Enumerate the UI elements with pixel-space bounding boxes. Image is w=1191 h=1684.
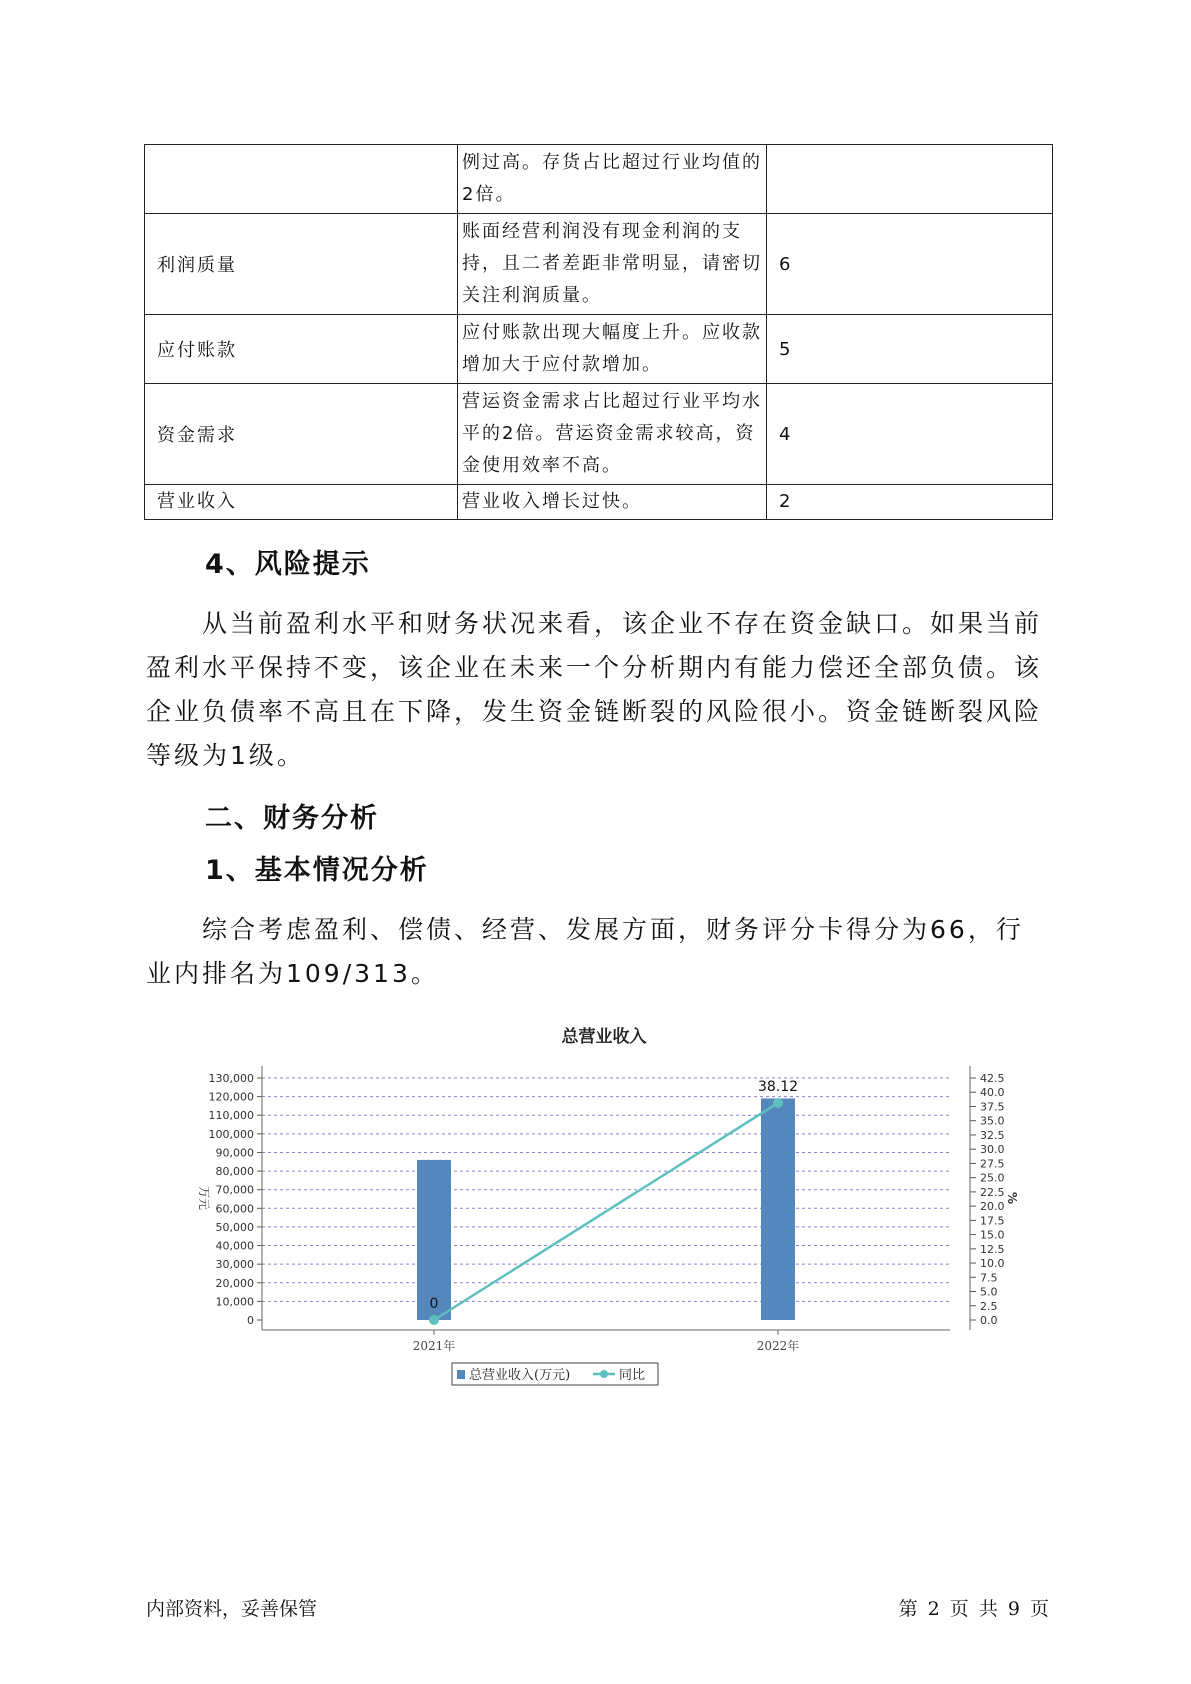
table-cell-item: 利润质量	[145, 214, 458, 315]
table-row	[145, 214, 1053, 315]
y2-axis-label: %	[1005, 1191, 1019, 1205]
y-tick-label: 30,000	[215, 1258, 254, 1272]
revenue-chart	[170, 1018, 1030, 1478]
table-row	[145, 384, 1053, 485]
table-cell-score	[767, 145, 1053, 214]
y-tick-label: 100,000	[208, 1127, 254, 1141]
y-tick-label: 90,000	[215, 1146, 254, 1160]
y2-tick-label: 17.5	[980, 1214, 1005, 1228]
table-row	[145, 145, 1053, 214]
revenue-bar	[761, 1098, 795, 1320]
y-tick-label: 120,000	[208, 1090, 254, 1104]
table-cell-item: 资金需求	[145, 384, 458, 485]
risk-table	[144, 144, 1053, 520]
y2-tick-label: 37.5	[980, 1100, 1005, 1114]
y2-tick-label: 40.0	[980, 1086, 1005, 1100]
table-cell-score: 5	[767, 315, 1053, 384]
y2-tick-label: 7.5	[980, 1271, 998, 1285]
table-cell-score: 4	[767, 384, 1053, 485]
table-row	[145, 315, 1053, 384]
y-tick-label: 80,000	[215, 1165, 254, 1179]
table-cell-desc: 账面经营利润没有现金利润的支持，且二者差距非常明显，请密切关注利润质量。	[458, 214, 767, 315]
section-heading-finance: 二、财务分析	[205, 803, 379, 834]
y2-tick-label: 25.0	[980, 1171, 1005, 1185]
x-tick-label: 2022年	[756, 1339, 800, 1353]
y2-tick-label: 27.5	[980, 1157, 1005, 1171]
table-cell-desc: 应付账款出现大幅度上升。应收款增加大于应付款增加。	[458, 315, 767, 384]
footer-note: 内部资料，妥善保管	[146, 1598, 318, 1620]
page-number: 第 2 页 共 9 页	[898, 1598, 1051, 1620]
y2-tick-label: 2.5	[980, 1299, 998, 1313]
table-cell-score: 6	[767, 214, 1053, 315]
risk-paragraph: 从当前盈利水平和财务状况来看，该企业不存在资金缺口。如果当前盈利水平保持不变，该企业在未来一个分析期内有能力偿还全部负债。该企业负债率不高且在下降，发生资金链断裂的风险很小。资金链断裂风险等级为1级。	[146, 609, 1043, 770]
y2-tick-label: 30.0	[980, 1143, 1005, 1157]
revenue-chart-svg	[170, 1018, 1030, 1478]
table-cell-item	[145, 145, 458, 214]
table-cell-score: 2	[767, 485, 1053, 520]
table-cell-item: 营业收入	[145, 485, 458, 520]
y-axis-label: 万元	[197, 1185, 211, 1211]
y-tick-label: 50,000	[215, 1220, 254, 1234]
y2-tick-label: 35.0	[980, 1114, 1005, 1128]
y-tick-label: 40,000	[215, 1239, 254, 1253]
y2-tick-label: 10.0	[980, 1257, 1005, 1271]
y2-tick-label: 22.5	[980, 1185, 1005, 1199]
y-tick-label: 0	[247, 1314, 254, 1327]
table-row	[145, 485, 1053, 520]
table-cell-desc: 例过高。存货占比超过行业均值的2倍。	[458, 145, 767, 214]
yoy-point	[773, 1098, 783, 1108]
y-tick-label: 110,000	[208, 1109, 254, 1123]
legend-line-marker	[600, 1370, 608, 1378]
y-tick-label: 20,000	[215, 1276, 254, 1290]
legend-bar-swatch	[457, 1370, 465, 1379]
yoy-data-label: 0	[429, 1296, 439, 1312]
legend-bar-label: 总营业收入(万元)	[469, 1368, 571, 1383]
y2-tick-label: 5.0	[980, 1285, 998, 1299]
table-cell-desc: 营运资金需求占比超过行业平均水平的2倍。营运资金需求较高，资金使用效率不高。	[458, 384, 767, 485]
y2-tick-label: 32.5	[980, 1128, 1005, 1142]
basic-paragraph: 综合考虑盈利、偿债、经营、发展方面，财务评分卡得分为66，行业内排名为109/313。	[146, 915, 1024, 988]
y-tick-label: 130,000	[208, 1072, 254, 1085]
y2-tick-label: 42.5	[980, 1072, 1005, 1085]
y-tick-label: 10,000	[215, 1295, 254, 1309]
y2-tick-label: 0.0	[980, 1314, 998, 1327]
y2-tick-label: 12.5	[980, 1242, 1005, 1256]
y2-tick-label: 20.0	[980, 1200, 1005, 1214]
yoy-line	[434, 1103, 778, 1320]
y-tick-label: 70,000	[215, 1183, 254, 1197]
table-cell-item: 应付账款	[145, 315, 458, 384]
section-heading-risk: 4、风险提示	[205, 549, 371, 580]
section-heading-basic: 1、基本情况分析	[205, 855, 429, 886]
x-tick-label: 2021年	[412, 1339, 456, 1353]
table-cell-desc: 营业收入增长过快。	[458, 485, 767, 520]
y2-tick-label: 15.0	[980, 1228, 1005, 1242]
chart-title: 总营业收入	[561, 1027, 647, 1047]
yoy-point	[429, 1315, 439, 1325]
yoy-data-label: 38.12	[757, 1078, 799, 1095]
y-tick-label: 60,000	[215, 1202, 254, 1216]
legend-line-label: 同比	[619, 1368, 646, 1383]
